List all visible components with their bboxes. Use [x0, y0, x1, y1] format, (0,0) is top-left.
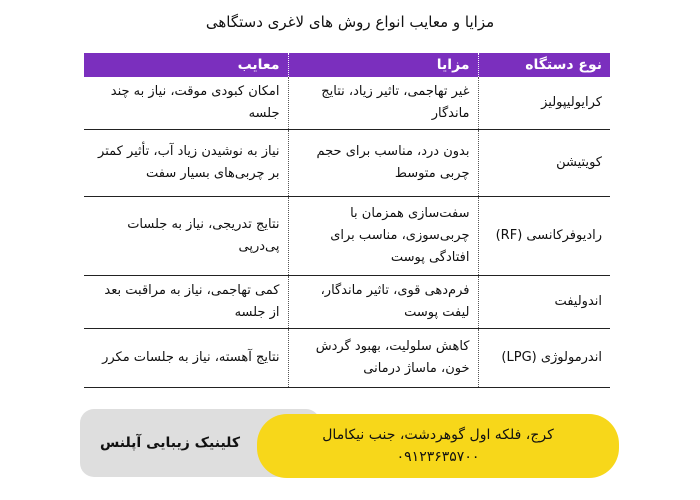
table-row	[84, 276, 610, 329]
clinic-address: کرج، فلکه اول گوهردشت، جنب نیکامال	[322, 427, 554, 443]
device-cell: کویتیشن	[478, 130, 610, 197]
pros-cell: غیر تهاجمی، تاثیر زیاد، نتایج ماندگار	[288, 77, 478, 130]
header-cons: معایب	[84, 53, 288, 77]
page-title: مزایا و معایب انواع روش های لاغری دستگاهی	[205, 13, 495, 31]
device-cell: اندولیفت	[478, 276, 610, 329]
cons-cell: نیاز به نوشیدن زیاد آب، تأثیر کمتر بر چربی‌های بسیار سفت	[84, 130, 288, 197]
device-cell: رادیوفرکانسی (RF)	[478, 197, 610, 276]
pros-cell: کاهش سلولیت، بهبود گردش خون، ماساژ درمانی	[288, 329, 478, 388]
device-cell: کرایولیپولیز	[478, 77, 610, 130]
table-row	[84, 197, 610, 276]
cons-cell: نتایج تدریجی، نیاز به جلسات پی‌درپی	[84, 197, 288, 276]
contact-banner	[257, 414, 619, 478]
table-header-row	[84, 53, 610, 77]
clinic-name: کلینیک زیبایی آپلنس	[99, 435, 241, 451]
pros-cell: بدون درد، مناسب برای حجم چربی متوسط	[288, 130, 478, 197]
clinic-phone: ۰۹۱۲۳۶۳۵۷۰۰	[396, 449, 480, 465]
table-row	[84, 77, 610, 130]
cons-cell: کمی تهاجمی، نیاز به مراقبت بعد از جلسه	[84, 276, 288, 329]
pros-cell: فرم‌دهی قوی، تاثیر ماندگار، لیفت پوست	[288, 276, 478, 329]
comparison-table	[84, 53, 610, 388]
cons-cell: امکان کبودی موقت، نیاز به چند جلسه	[84, 77, 288, 130]
table-row	[84, 130, 610, 197]
device-cell: اندرمولوژی (LPG)	[478, 329, 610, 388]
header-device: نوع دستگاه	[478, 53, 610, 77]
pros-cell: سفت‌سازی همزمان با چربی‌سوزی، مناسب برای افتادگی پوست	[288, 197, 478, 276]
table-row	[84, 329, 610, 388]
cons-cell: نتایج آهسته، نیاز به جلسات مکرر	[84, 329, 288, 388]
header-pros: مزایا	[288, 53, 478, 77]
